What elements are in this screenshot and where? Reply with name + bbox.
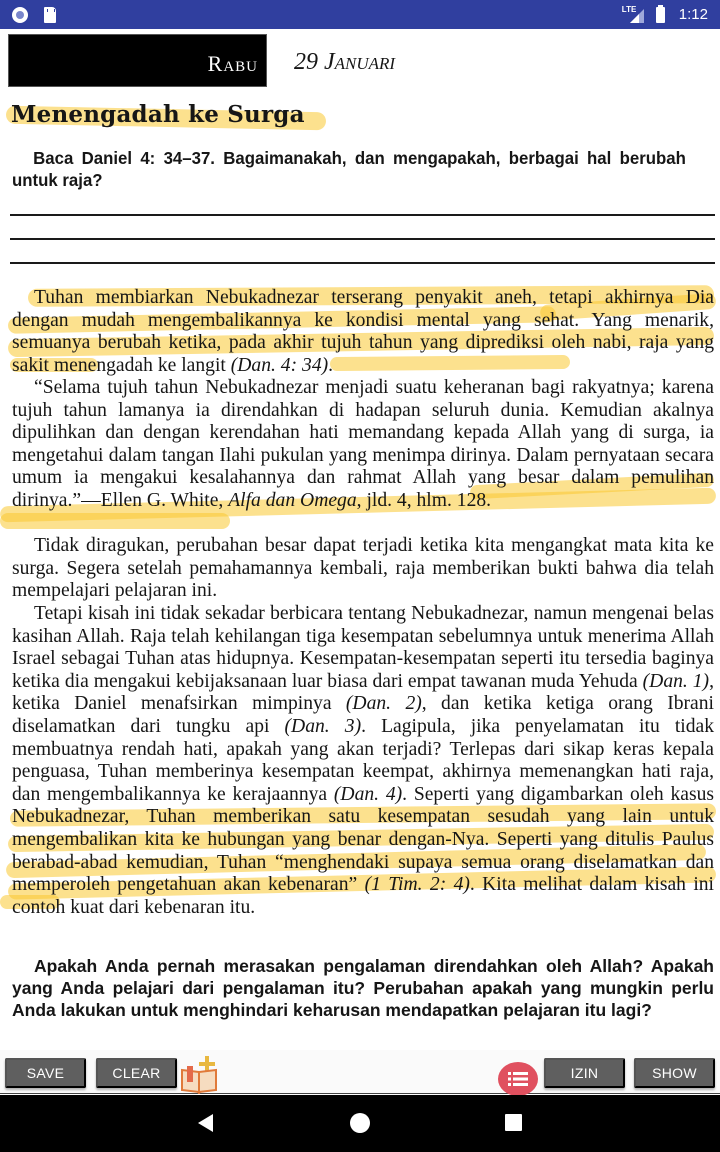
show-button[interactable]: SHOW <box>634 1058 715 1088</box>
notification-circle-icon <box>12 7 28 23</box>
scripture-reference: (Dan. 3) <box>284 715 362 737</box>
navigation-bar <box>0 1095 720 1152</box>
back-icon[interactable] <box>198 1114 213 1132</box>
network-type: LTE <box>621 4 637 14</box>
save-button[interactable]: SAVE <box>5 1058 86 1088</box>
list-icon[interactable] <box>498 1062 538 1096</box>
clock: 1:12 <box>678 6 708 23</box>
paragraph-4: Tetapi kisah ini tidak sekadar berbicara tentang Nebukadnezar, namun mengenai belas kasihan Allah. Raja telah kehilangan tiga kesempatan sebelumnya untuk menerima Allah Israel sebagai Tuhan atas hidupnya. Kesempatan-kesempatan seperti itu tersedia baginya ketika dia mengakui kebijaksanaan luar biasa dari empat tawanan muda Yehuda (Dan. 1), ketika Daniel menafsirkan mimpinya (Dan. 2), dan ketika ketiga orang Ibrani diselamatkan dari tungku api (Dan. 3). Lagipula, jika penyelamatan itu tidak membuatnya rendah hati, apakah yang akan terjadi? Terlepas dari sikap keras kepala penguasa, Tuhan memberinya kesempatan keempat, akhirnya memenangkan hati raja, dan mengembalikannya ke kerajaannya (Dan. 4). Seperti yang digambarkan oleh kasus Nebukadnezar, Tuhan memberikan satu kesempatan sesudah yang lain untuk mengembalikan kita ke hubungan yang benar dengan-Nya. Seperti yang ditulis Paulus berabad-abad kemudian, Tuhan “menghendaki supaya semua orang diselamatkan dan memperoleh pengetahuan akan kebenaran” (1 Tim. 2: 4). Kita melihat dalam kisah ini contoh kuat dari kebenaran itu. <box>12 603 715 918</box>
reflection-question: Apakah Anda pernah merasakan pengalaman direndahkan oleh Allah? Apakah yang Anda pelajari dari pengalaman itu? Perubahan apakah yang mungkin perlu Anda lakukan untuk menghindari keharusan mendapatkan pelajaran itu lagi? <box>12 956 714 1020</box>
date-label: 29 Januari <box>294 49 396 75</box>
paragraph-3: Tidak diragukan, perubahan besar dapat terjadi ketika kita mengangkat mata kita ke surga. Segera setelah pemahamannya kembali, raja memberikan bukti bahwa dia telah mempelajari pelajaran ini. <box>12 535 714 602</box>
battery-icon <box>656 7 665 23</box>
paragraph-1: Tuhan membiarkan Nebukadnezar terserang penyakit aneh, tetapi akhirnya Dia dengan mudah mengembalikannya ke kondisi mental yang sehat. Yang menarik, semuanya berubah ketika, pada akhir tujuh tahun yang diprediksi oleh nabi, raja yang sakit menengadah ke langit (Dan. 4: 34). <box>12 287 714 376</box>
scripture-reference: (Dan. 1) <box>642 670 710 692</box>
izin-button[interactable]: IZIN <box>544 1058 625 1088</box>
scripture-reference: (Dan. 2) <box>345 693 422 715</box>
lte-signal-icon <box>621 4 644 23</box>
lesson-title: Menengadah ke Surga <box>11 101 305 128</box>
scripture-reference: (Dan. 4: 34) <box>230 354 329 376</box>
day-label: Rabu <box>207 51 258 76</box>
home-icon[interactable] <box>350 1113 370 1133</box>
clear-button[interactable]: CLEAR <box>96 1058 177 1088</box>
highlight-stroke <box>0 513 230 529</box>
scripture-reference: (Dan. 4) <box>333 783 403 805</box>
sd-card-icon <box>44 7 56 23</box>
answer-line[interactable] <box>10 262 715 264</box>
status-bar <box>0 0 720 29</box>
answer-line[interactable] <box>10 238 715 240</box>
answer-line[interactable] <box>10 214 715 216</box>
day-header-block <box>8 34 267 87</box>
lesson-page <box>0 29 720 1050</box>
bible-cross-icon[interactable] <box>178 1054 222 1094</box>
study-prompt: Baca Daniel 4: 34–37. Bagaimanakah, dan mengapakah, berbagai hal berubah untuk raja? <box>12 148 686 190</box>
bottom-toolbar <box>0 1050 720 1094</box>
book-reference: Alfa dan Omega <box>228 489 357 511</box>
recents-icon[interactable] <box>505 1114 522 1131</box>
paragraph-quote: “Selama tujuh tahun Nebukadnezar menjadi suatu keheranan bagi rakyatnya; karena tujuh tahun lamanya ia direndahkan di hadapan seluruh dunia. Kemudian akalnya dipulihkan dan dengan kerendahan hati memandang kepada Allah yang di surga, ia mengetahui dalam tangan Ilahi pukulan yang menimpa dirinya. Dalam pernyataan secara umum ia mengakui kesalahannya dan rahmat Allah yang besar dalam pemulihan dirinya.”—Ellen G. White, Alfa dan Omega, jld. 4, hlm. 128. <box>12 377 714 511</box>
scripture-reference: (1 Tim. 2: 4) <box>364 874 470 896</box>
